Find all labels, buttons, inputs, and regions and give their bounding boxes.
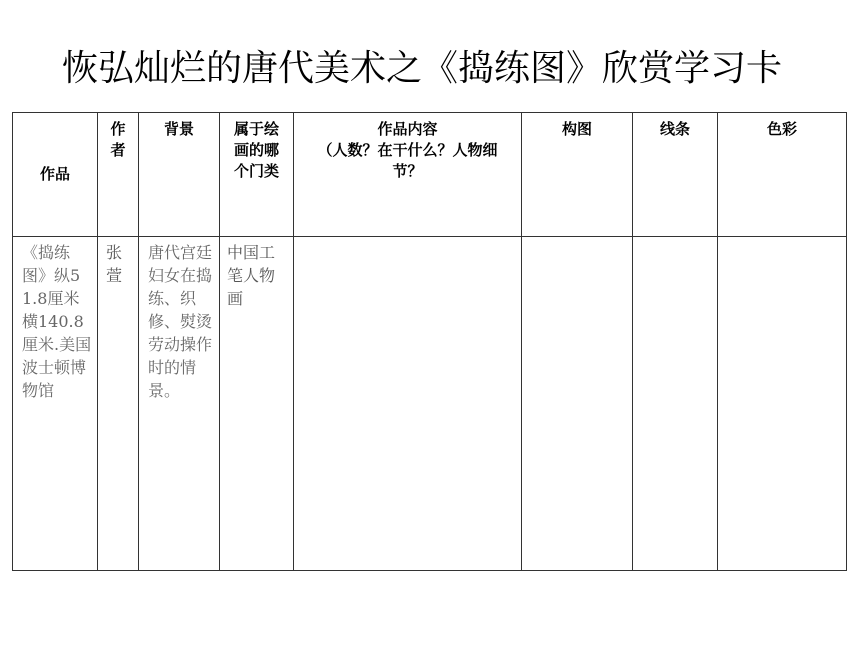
study-card-table — [12, 112, 847, 571]
cell-background: 唐代宫廷妇女在捣练、织修、熨烫劳动操作时的情景。 — [139, 237, 220, 571]
cell-author: 张萱 — [98, 237, 139, 571]
header-composition: 构图 — [522, 113, 633, 237]
cell-lines[interactable] — [633, 237, 718, 571]
cell-category: 中国工笔人物画 — [220, 237, 294, 571]
header-row — [13, 113, 847, 237]
header-content-label — [308, 119, 508, 182]
table-row — [13, 237, 847, 571]
header-author — [98, 113, 139, 237]
page-title: 恢弘灿烂的唐代美术之《捣练图》欣赏学习卡 — [62, 48, 783, 89]
header-content-hint: （人数？在干什么？人物细节？ — [317, 141, 498, 180]
header-background: 背景 — [139, 113, 220, 237]
header-category — [220, 113, 294, 237]
header-color: 色彩 — [718, 113, 847, 237]
cell-content[interactable] — [294, 237, 522, 571]
header-work: 作品 — [13, 113, 98, 237]
header-lines: 线条 — [633, 113, 718, 237]
header-author-label: 作者 — [110, 120, 126, 159]
cell-work: 《捣练图》纵51.8厘米横140.8厘米.美国波士顿博物馆 — [13, 237, 98, 571]
cell-composition[interactable] — [522, 237, 633, 571]
cell-color[interactable] — [718, 237, 847, 571]
header-content — [294, 113, 522, 237]
header-category-label: 属于绘画的哪个门类 — [233, 120, 279, 180]
header-content-title: 作品内容 — [377, 120, 438, 138]
